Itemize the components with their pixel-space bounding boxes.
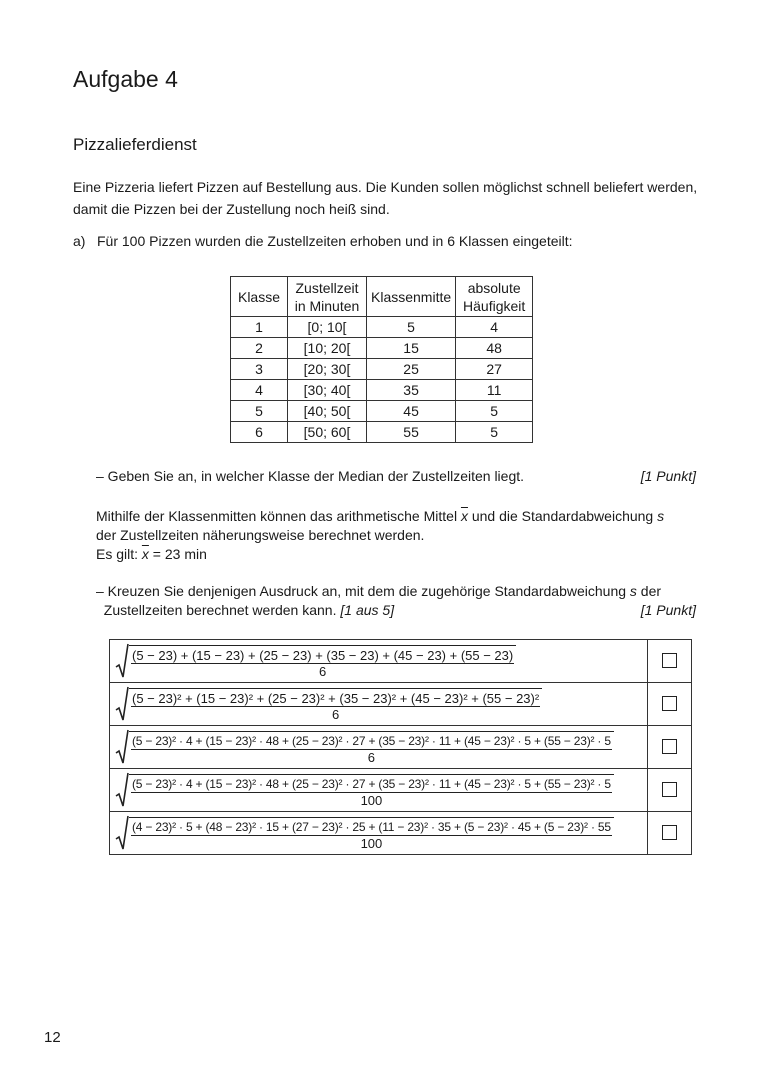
cell-zustellzeit: [10; 20[ xyxy=(288,338,367,359)
header-haeufigkeit-line1: absolute xyxy=(467,279,521,296)
sqrt-icon xyxy=(115,686,129,722)
cell-zustellzeit: [50; 60[ xyxy=(288,422,367,443)
cell-haeufigkeit: 27 xyxy=(456,359,533,380)
numerator: (4 − 23)² · 5 + (48 − 23)² · 15 + (27 − 23)² · 25 + (11 − 23)² · 35 + (5 − 23)² · 45 + (5 − 23)² · 55 xyxy=(132,820,611,834)
task-heading: Aufgabe 4 xyxy=(73,66,178,92)
choice-checkbox[interactable] xyxy=(662,739,677,754)
cell-zustellzeit: [0; 10[ xyxy=(288,317,367,338)
choice-checkbox-cell xyxy=(648,726,692,769)
sqrt-icon xyxy=(115,729,129,765)
table-row xyxy=(231,338,533,359)
header-klasse: Klasse xyxy=(231,277,288,317)
cell-haeufigkeit: 48 xyxy=(456,338,533,359)
mean-value: = 23 min xyxy=(148,546,207,562)
task-std-points: [1 Punkt] xyxy=(640,602,696,618)
choice-row xyxy=(110,769,692,812)
header-zustellzeit xyxy=(288,277,367,317)
sqrt-icon xyxy=(115,772,129,808)
sqrt-expression xyxy=(110,643,647,679)
cell-klasse: 3 xyxy=(231,359,288,380)
sqrt-expression xyxy=(110,815,647,851)
header-haeufigkeit xyxy=(456,277,533,317)
denominator: 6 xyxy=(331,707,340,722)
task-std-hint: [1 aus 5] xyxy=(340,602,395,618)
cell-klassenmitte: 55 xyxy=(367,422,456,443)
page-number: 12 xyxy=(44,1029,61,1046)
denominator: 100 xyxy=(360,793,383,808)
choice-checkbox[interactable] xyxy=(662,782,677,797)
cell-klasse: 5 xyxy=(231,401,288,422)
table-row xyxy=(231,422,533,443)
intro-text: Eine Pizzeria liefert Pizzen auf Bestellung aus. Die Kunden sollen möglichst schnell beliefert werden, damit die Pizzen bei der Zustellung noch heiß sind. xyxy=(73,179,698,217)
cell-klassenmitte: 35 xyxy=(367,380,456,401)
fraction xyxy=(129,645,516,679)
cell-zustellzeit: [40; 50[ xyxy=(288,401,367,422)
choice-checkbox-cell xyxy=(648,769,692,812)
sqrt-icon xyxy=(115,643,129,679)
cell-klassenmitte: 45 xyxy=(367,401,456,422)
fraction xyxy=(129,688,542,722)
mean-info-line2: der Zustellzeiten näherungsweise berechnet werden. xyxy=(96,527,425,543)
table-row xyxy=(231,317,533,338)
choice-checkbox-cell xyxy=(648,640,692,683)
sqrt-expression xyxy=(110,729,647,765)
choice-checkbox[interactable] xyxy=(662,653,677,668)
header-haeufigkeit-line2: Häufigkeit xyxy=(463,297,526,314)
task-median-text: – Geben Sie an, in welcher Klasse der Median der Zustellzeiten liegt. xyxy=(96,468,525,484)
cell-haeufigkeit: 5 xyxy=(456,401,533,422)
task-std-text-a: – Kreuzen Sie denjenigen Ausdruck an, mit dem die zugehörige Standardabweichung xyxy=(96,583,630,599)
denominator: 6 xyxy=(318,664,327,679)
cell-zustellzeit: [30; 40[ xyxy=(288,380,367,401)
fraction xyxy=(129,774,614,808)
xbar-symbol-2: $\overline{x}$ xyxy=(141,546,149,562)
choice-checkbox[interactable] xyxy=(662,825,677,840)
header-zustellzeit-line1: Zustellzeit xyxy=(295,279,359,296)
choice-expression xyxy=(110,769,648,812)
cell-zustellzeit: [20; 30[ xyxy=(288,359,367,380)
task-subheading: Pizzalieferdienst xyxy=(73,135,197,154)
s-symbol: s xyxy=(657,508,665,524)
cell-haeufigkeit: 4 xyxy=(456,317,533,338)
task-std-line2: Zustellzeiten berechnet werden kann. xyxy=(103,602,341,618)
sqrt-icon xyxy=(115,815,129,851)
table-row xyxy=(231,401,533,422)
cell-klassenmitte: 15 xyxy=(367,338,456,359)
denominator: 6 xyxy=(367,750,376,765)
s-symbol-2: s xyxy=(629,583,637,599)
header-zustellzeit-line2: in Minuten xyxy=(294,297,360,314)
cell-klasse: 4 xyxy=(231,380,288,401)
choice-row xyxy=(110,726,692,769)
cell-klassenmitte: 25 xyxy=(367,359,456,380)
task-median-points: [1 Punkt] xyxy=(640,468,696,484)
numerator: (5 − 23) + (15 − 23) + (25 − 23) + (35 − 23) + (45 − 23) + (55 − 23) xyxy=(132,648,514,663)
task-median xyxy=(96,467,696,486)
table-header-row xyxy=(231,277,533,317)
choice-expression xyxy=(110,640,648,683)
choice-row xyxy=(110,812,692,855)
cell-klasse: 6 xyxy=(231,422,288,443)
sqrt-expression xyxy=(110,686,647,722)
denominator: 100 xyxy=(360,836,383,851)
choice-checkbox-cell xyxy=(648,683,692,726)
table-row xyxy=(231,359,533,380)
choice-row xyxy=(110,640,692,683)
choice-table xyxy=(109,639,692,855)
part-a-question xyxy=(73,233,573,249)
choice-expression xyxy=(110,683,648,726)
cell-klasse: 1 xyxy=(231,317,288,338)
cell-haeufigkeit: 5 xyxy=(456,422,533,443)
choice-checkbox[interactable] xyxy=(662,696,677,711)
fraction xyxy=(129,731,614,765)
part-a-text: Für 100 Pizzen wurden die Zustellzeiten erhoben und in 6 Klassen eingeteilt: xyxy=(97,233,573,249)
numerator: (5 − 23)² · 4 + (15 − 23)² · 48 + (25 − 23)² · 27 + (35 − 23)² · 11 + (45 − 23)² · 5 + (55 − 23)² · 5 xyxy=(132,777,611,791)
frequency-table xyxy=(230,276,533,443)
choice-checkbox-cell xyxy=(648,812,692,855)
choice-row xyxy=(110,683,692,726)
sqrt-expression xyxy=(110,772,647,808)
cell-haeufigkeit: 11 xyxy=(456,380,533,401)
numerator: (5 − 23)² + (15 − 23)² + (25 − 23)² + (35 − 23)² + (45 − 23)² + (55 − 23)² xyxy=(132,691,540,706)
table-row xyxy=(231,380,533,401)
cell-klassenmitte: 5 xyxy=(367,317,456,338)
choice-expression xyxy=(110,812,648,855)
mean-info xyxy=(96,507,696,564)
choice-expression xyxy=(110,726,648,769)
part-a-label: a) xyxy=(73,233,86,249)
cell-klasse: 2 xyxy=(231,338,288,359)
numerator: (5 − 23)² · 4 + (15 − 23)² · 48 + (25 − 23)² · 27 + (35 − 23)² · 11 + (45 − 23)² · 5 + (55 − 23)² · 5 xyxy=(132,734,611,748)
xbar-symbol: $\overline{x}$ xyxy=(460,508,468,524)
es-gilt-label: Es gilt: xyxy=(96,546,142,562)
task-std-text-b: der xyxy=(636,583,662,599)
header-klassenmitte: Klassenmitte xyxy=(367,277,456,317)
mean-info-text-b: und die Standardabweichung xyxy=(467,508,658,524)
mean-info-text-a: Mithilfe der Klassenmitten können das arithmetische Mittel xyxy=(96,508,461,524)
fraction xyxy=(129,817,614,851)
task-std-dev xyxy=(96,582,696,620)
